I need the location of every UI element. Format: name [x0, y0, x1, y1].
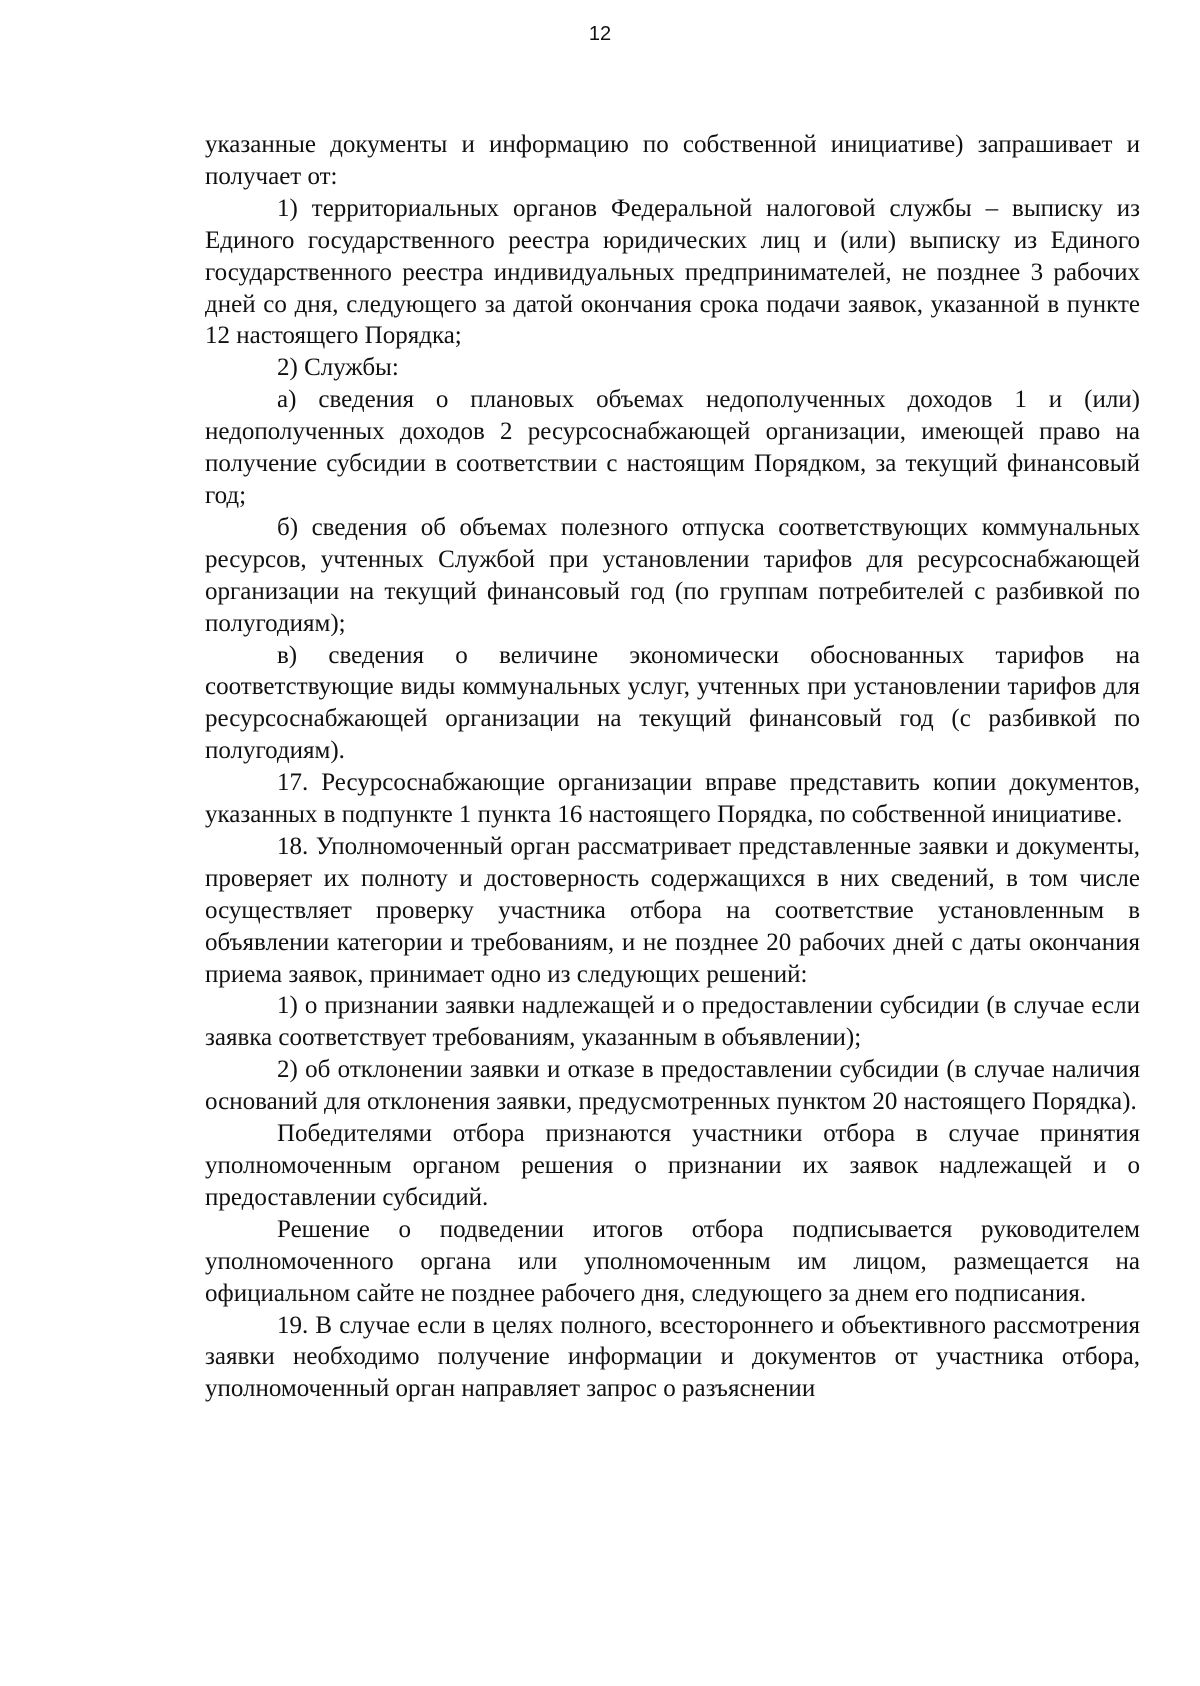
paragraph-decision-2: 2) об отклонении заявки и отказе в предоставлении субсидии (в случае наличия оснований для отклонения заявки, предусмотренных пунктом 20 настоящего Порядка).	[205, 1056, 1140, 1116]
paragraph-subitem-b: б) сведения об объемах полезного отпуска соответствующих коммунальных ресурсов, учтенных Службой при установлении тарифов для ресурсоснабжающей организации на текущий финансовый год (по группам потребителей с разбивкой по полугодиям);	[205, 513, 1140, 637]
paragraph-clause-18: 18. Уполномоченный орган рассматривает представленные заявки и документы, проверяет их полноту и достоверность содержащихся в них сведений, в том числе осуществляет проверку участника отбора на соответствие установленным в объявлении категории и требованиям, и не позднее 20 рабочих дней с даты окончания приема заявок, принимает одно из следующих решений:	[205, 832, 1140, 988]
paragraph-item-2-service: 2) Службы:	[277, 354, 399, 382]
paragraph-winners: Победителями отбора признаются участники отбора в случае принятия уполномоченным органом решения о признании их заявок надлежащей и о предоставлении субсидий.	[205, 1120, 1140, 1211]
paragraph-decision-1: 1) о признании заявки надлежащей и о предоставлении субсидии (в случае если заявка соответствует требованиям, указанным в объявлении);	[205, 992, 1140, 1052]
paragraph-intro: указанные документы и информацию по собственной инициативе) запрашивает и получает от:	[205, 131, 1140, 190]
paragraph-clause-17: 17. Ресурсоснабжающие организации вправе представить копии документов, указанных в подпункте 1 пункта 16 настоящего Порядка, по собственной инициативе.	[205, 769, 1140, 829]
paragraph-subitem-v: в) сведения о величине экономически обоснованных тарифов на соответствующие виды коммунальных услуг, учтенных при установлении тарифов для ресурсоснабжающей организации на текущий финансовый год (с разбивкой по полугодиям).	[205, 641, 1140, 765]
paragraph-results-decision: Решение о подведении итогов отбора подписывается руководителем уполномоченного органа или уполномоченным им лицом, размещается на официальном сайте не позднее рабочего дня, следующего за днем его подписания.	[205, 1215, 1140, 1307]
paragraph-subitem-a: а) сведения о плановых объемах недополученных доходов 1 и (или) недополученных доходов 2 ресурсоснабжающей организации, имеющей право на получение субсидии в соответствии с настоящим Порядком, за текущий финансовый год;	[205, 386, 1140, 509]
page-number: 12	[588, 23, 612, 45]
document-body	[205, 129, 1140, 1405]
paragraph-item-1-tax-service: 1) территориальных органов Федеральной налоговой службы – выписку из Единого государственного реестра юридических лиц и (или) выписку из Единого государственного реестра индивидуальных предпринимателей, не позднее 3 рабочих дней со дня, следующего за датой окончания срока подачи заявок, указанной в пункте 12 настоящего Порядка;	[205, 194, 1140, 350]
paragraph-clause-19: 19. В случае если в целях полного, всестороннего и объективного рассмотрения заявки необходимо получение информации и документов от участника отбора, уполномоченный орган направляет запрос о разъяснении	[205, 1311, 1140, 1403]
